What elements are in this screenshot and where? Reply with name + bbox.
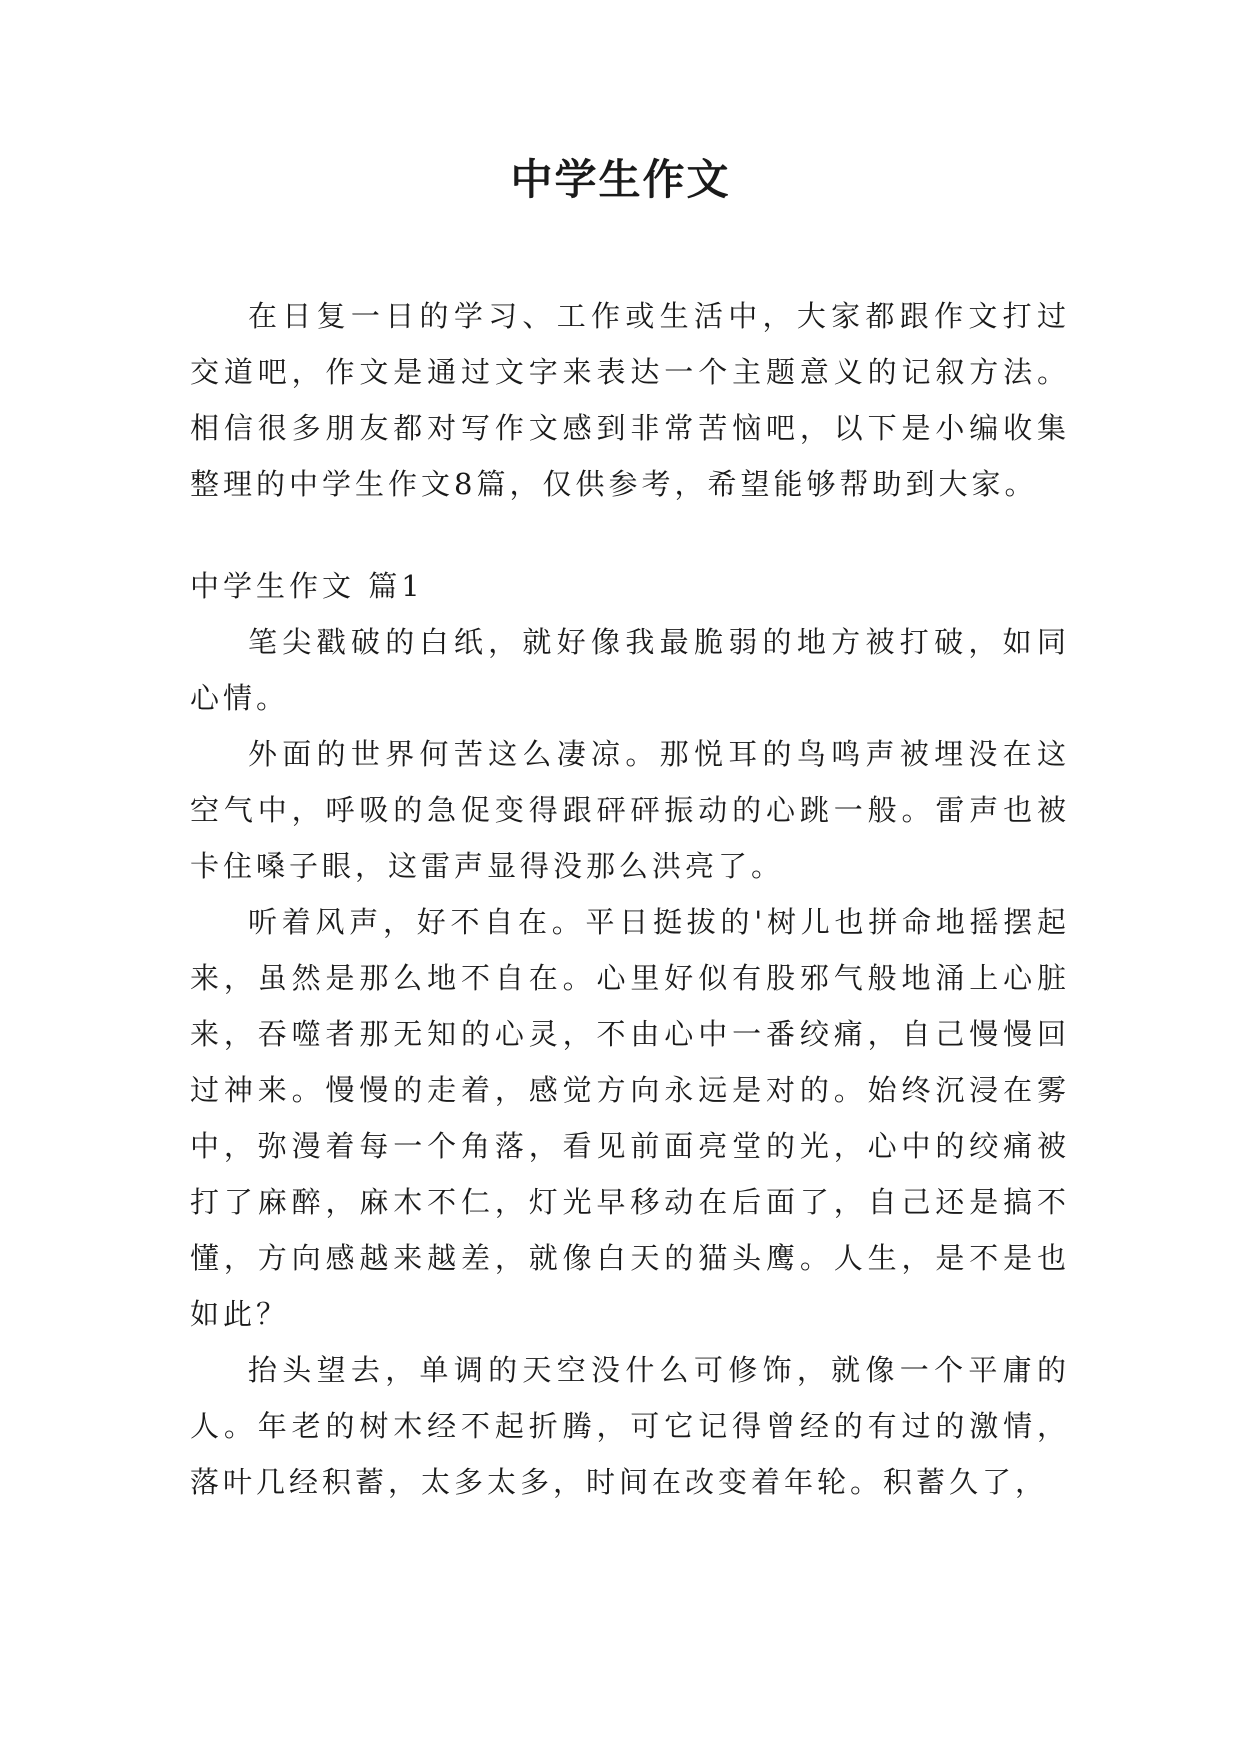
body-paragraph: 抬头望去，单调的天空没什么可修饰，就像一个平庸的人。年老的树木经不起折腾，可它记得曾经的有过的激情，落叶几经积蓄，太多太多，时间在改变着年轮。积蓄久了， — [190, 1353, 1070, 1499]
document-title: 中学生作文 — [510, 155, 731, 204]
section-heading: 中学生作文 篇1 — [190, 569, 424, 603]
intro-paragraph: 在日复一日的学习、工作或生活中，大家都跟作文打过交道吧，作文是通过文字来表达一个主题意义的记叙方法。相信很多朋友都对写作文感到非常苦恼吧，以下是小编收集整理的中学生作文8篇，仅供参考，希望能够帮助到大家。 — [190, 299, 1070, 501]
body-paragraph: 外面的世界何苦这么凄凉。那悦耳的鸟鸣声被埋没在这空气中，呼吸的急促变得跟砰砰振动的心跳一般。雷声也被卡住嗓子眼，这雷声显得没那么洪亮了。 — [190, 737, 1070, 883]
body-paragraph: 听着风声，好不自在。平日挺拔的'树儿也拼命地摇摆起来，虽然是那么地不自在。心里好似有股邪气般地涌上心脏来，吞噬者那无知的心灵，不由心中一番绞痛，自己慢慢回过神来。慢慢的走着，感觉方向永远是对的。始终沉浸在雾中，弥漫着每一个角落，看见前面亮堂的光，心中的绞痛被打了麻醉，麻木不仁，灯光早移动在后面了，自己还是搞不懂，方向感越来越差，就像白天的猫头鹰。人生，是不是也如此？ — [190, 905, 1070, 1331]
body-paragraph: 笔尖戳破的白纸，就好像我最脆弱的地方被打破，如同心情。 — [190, 625, 1070, 715]
document-body — [190, 288, 1070, 1510]
